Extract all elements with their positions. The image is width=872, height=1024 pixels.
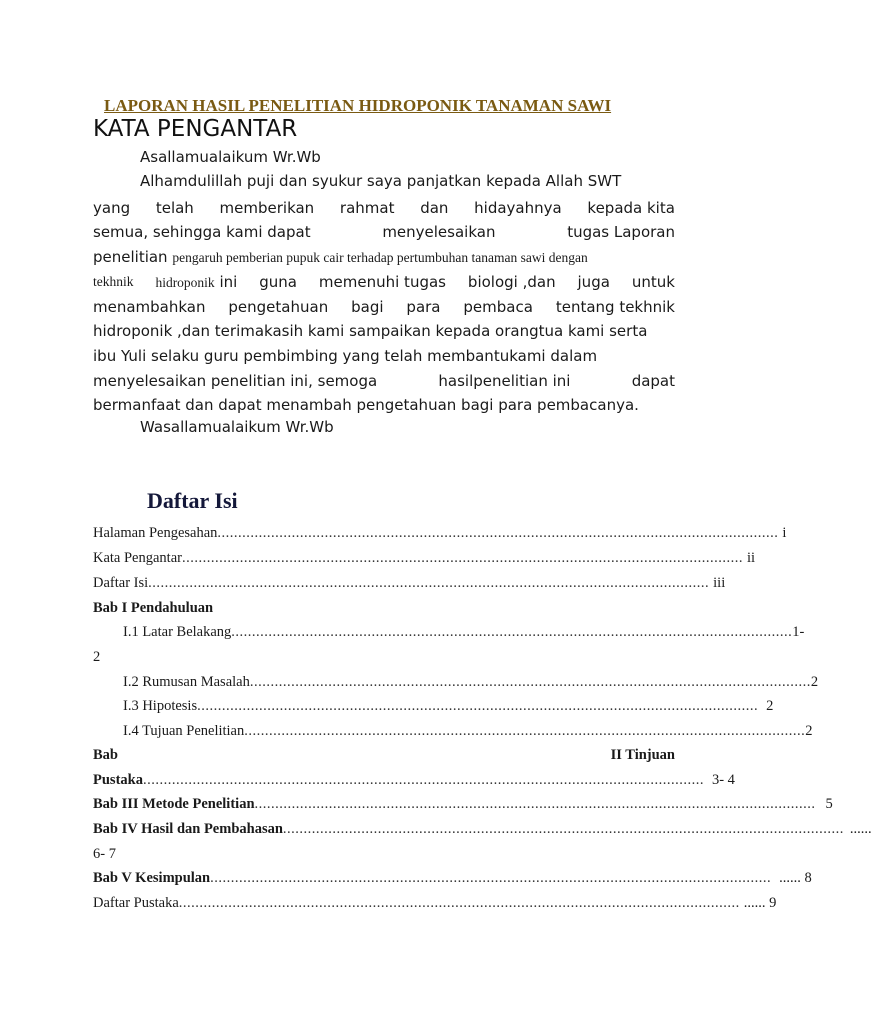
daftar-isi-heading: Daftar Isi <box>147 488 238 513</box>
toc-entry-wrap: 6- 7 <box>93 846 116 862</box>
toc-entry: Pustaka ........................................................................................................................................ 3- 4 <box>93 772 735 788</box>
paragraph-line-1: Alhamdulillah puji dan syukur saya panjatkan kepada Allah SWT <box>140 172 622 190</box>
toc-entry: I.4 Tujuan Penelitian ........................................................................................................................................ 2 <box>123 723 813 739</box>
toc-entry: Halaman Pengesahan ........................................................................................................................................ i <box>93 525 787 541</box>
closing-line: Wasallamualaikum Wr.Wb <box>140 418 334 436</box>
paragraph-line-7: hidroponik ,dan terimakasih kami sampaikan kepada orangtua kami serta <box>93 322 648 340</box>
toc-chapter: Bab II Tinjuan <box>93 747 675 763</box>
toc-entry: Bab V Kesimpulan ........................................................................................................................................ ...... 8 <box>93 870 812 886</box>
paragraph-line-3: semua, sehingga kami dapat menyelesaikan tugas Laporan <box>93 223 675 241</box>
paragraph-line-9: menyelesaikan penelitian ini, semoga hasilpenelitian ini dapat <box>93 372 675 390</box>
document-title: LAPORAN HASIL PENELITIAN HIDROPONIK TANAMAN SAWI <box>104 96 612 115</box>
toc-entry: Bab III Metode Penelitian ........................................................................................................................................ 5 <box>93 796 833 812</box>
paragraph-line-6: menambahkan pengetahuan bagi para pembaca tentang tekhnik <box>93 298 675 316</box>
paragraph-line-8: ibu Yuli selaku guru pembimbing yang telah membantukami dalam <box>93 347 598 365</box>
toc-entry: Bab IV Hasil dan Pembahasan ........................................................................................................................................ ...... <box>93 821 872 837</box>
paragraph-line-5: tekhnik hidroponik ini guna memenuhi tugas biologi ,dan juga untuk <box>93 273 675 291</box>
toc-entry: I.1 Latar Belakang ........................................................................................................................................ 1- <box>123 624 805 640</box>
paragraph-line-2: yang telah memberikan rahmat dan hidayahnya kepada kita <box>93 199 675 217</box>
toc-entry-wrap: 2 <box>93 649 101 665</box>
paragraph-line-4: penelitian pengaruh pemberian pupuk cair terhadap pertumbuhan tanaman sawi dengan <box>93 248 588 266</box>
toc-entry: Daftar Pustaka ........................................................................................................................................ ...... 9 <box>93 895 777 911</box>
paragraph-line-10: bermanfaat dan dapat menambah pengetahuan bagi para pembacanya. <box>93 396 639 414</box>
toc-entry: I.2 Rumusan Masalah ........................................................................................................................................ 2 <box>123 674 819 690</box>
toc-entry: Kata Pengantar ........................................................................................................................................ ii <box>93 550 756 566</box>
toc-chapter: Bab I Pendahuluan <box>93 600 214 616</box>
toc-entry: Daftar Isi ........................................................................................................................................ iii <box>93 575 726 591</box>
greeting-line: Asallamualaikum Wr.Wb <box>140 148 321 166</box>
kata-pengantar-heading: KATA PENGANTAR <box>93 116 298 142</box>
toc-entry: I.3 Hipotesis ........................................................................................................................................ 2 <box>123 698 774 714</box>
